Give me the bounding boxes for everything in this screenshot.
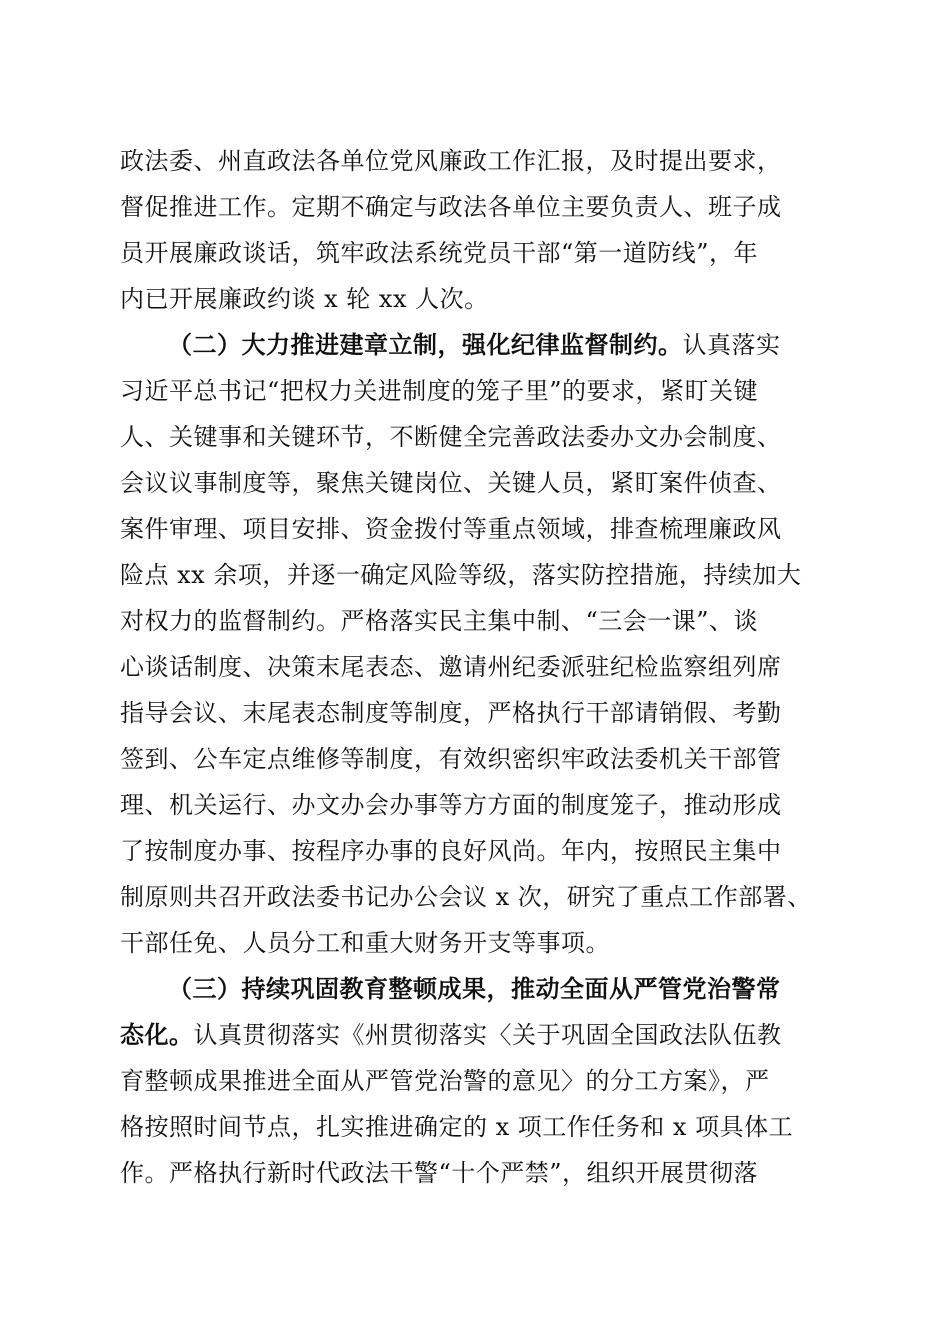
section-heading-end: 态化。 <box>120 1020 194 1049</box>
paragraph-first-line <box>168 325 830 365</box>
body-text-line: 内已开展廉政约谈 x 轮 xx 人次。 <box>120 285 489 313</box>
body-text-line: 险点 xx 余项，并逐一确定风险等级，落实防控措施，持续加大 <box>120 561 802 589</box>
body-text-line: 员开展廉政谈话，筑牢政法系统党员干部“第一道防线”，年 <box>120 239 759 267</box>
body-text: 认真贯彻落实《州贯彻落实〈关于巩固全国政法队伍教 <box>193 1021 782 1049</box>
body-text-line: 干部任免、人员分工和重大财务开支等事项。 <box>120 929 610 957</box>
body-text-line: 会议议事制度等，聚焦关键岗位、关键人员，紧盯案件侦查、 <box>120 469 782 497</box>
paragraph-line <box>120 1015 830 1055</box>
body-text-line: 对权力的监督制约。严格落实民主集中制、“三会一课”、谈 <box>120 607 759 635</box>
body-text-line: 心谈话制度、决策末尾表态、邀请州纪委派驻纪检监察组列席 <box>120 653 782 681</box>
body-text-line: 作。严格执行新时代政法干警“十个严禁”，组织开展贯彻落 <box>120 1159 759 1187</box>
body-text-line: 人、关键事和关键环节，不断健全完善政法委办文办会制度、 <box>120 423 782 451</box>
section-heading: （二）大力推进建章立制，强化纪律监督制约。 <box>168 330 683 359</box>
body-text-line: 习近平总书记“把权力关进制度的笼子里”的要求，紧盯关键 <box>120 377 759 405</box>
body-text-line: 案件审理、项目安排、资金拨付等重点领域，排查梳理廉政风 <box>120 515 782 543</box>
body-text-line: 指导会议、末尾表态制度等制度，严格执行干部请销假、考勤 <box>120 699 782 727</box>
body-text-line: 育整顿成果推进全面从严管党治警的意见〉的分工方案》，严 <box>120 1067 770 1095</box>
body-text-line: 签到、公车定点维修等制度，有效织密织牢政法委机关干部管 <box>120 745 782 773</box>
body-text-line: 格按照时间节点，扎实推进确定的 x 项工作任务和 x 项具体工 <box>120 1113 794 1141</box>
section-heading: （三）持续巩固教育整顿成果，推动全面从严管党治警常 <box>168 974 781 1003</box>
body-text: 认真落实 <box>682 331 781 359</box>
body-text-line: 督促推进工作。定期不确定与政法各单位主要负责人、班子成 <box>120 193 782 221</box>
body-text-line: 理、机关运行、办文办会办事等方方面的制度笼子，推动形成 <box>120 791 782 819</box>
body-text-line: 制原则共召开政法委书记办公会议 x 次，研究了重点工作部署、 <box>120 883 812 911</box>
body-text-line: 了按制度办事、按程序办事的良好风尚。年内，按照民主集中 <box>120 837 782 865</box>
body-text-line: 政法委、州直政法各单位党风廉政工作汇报，及时提出要求， <box>120 147 782 175</box>
